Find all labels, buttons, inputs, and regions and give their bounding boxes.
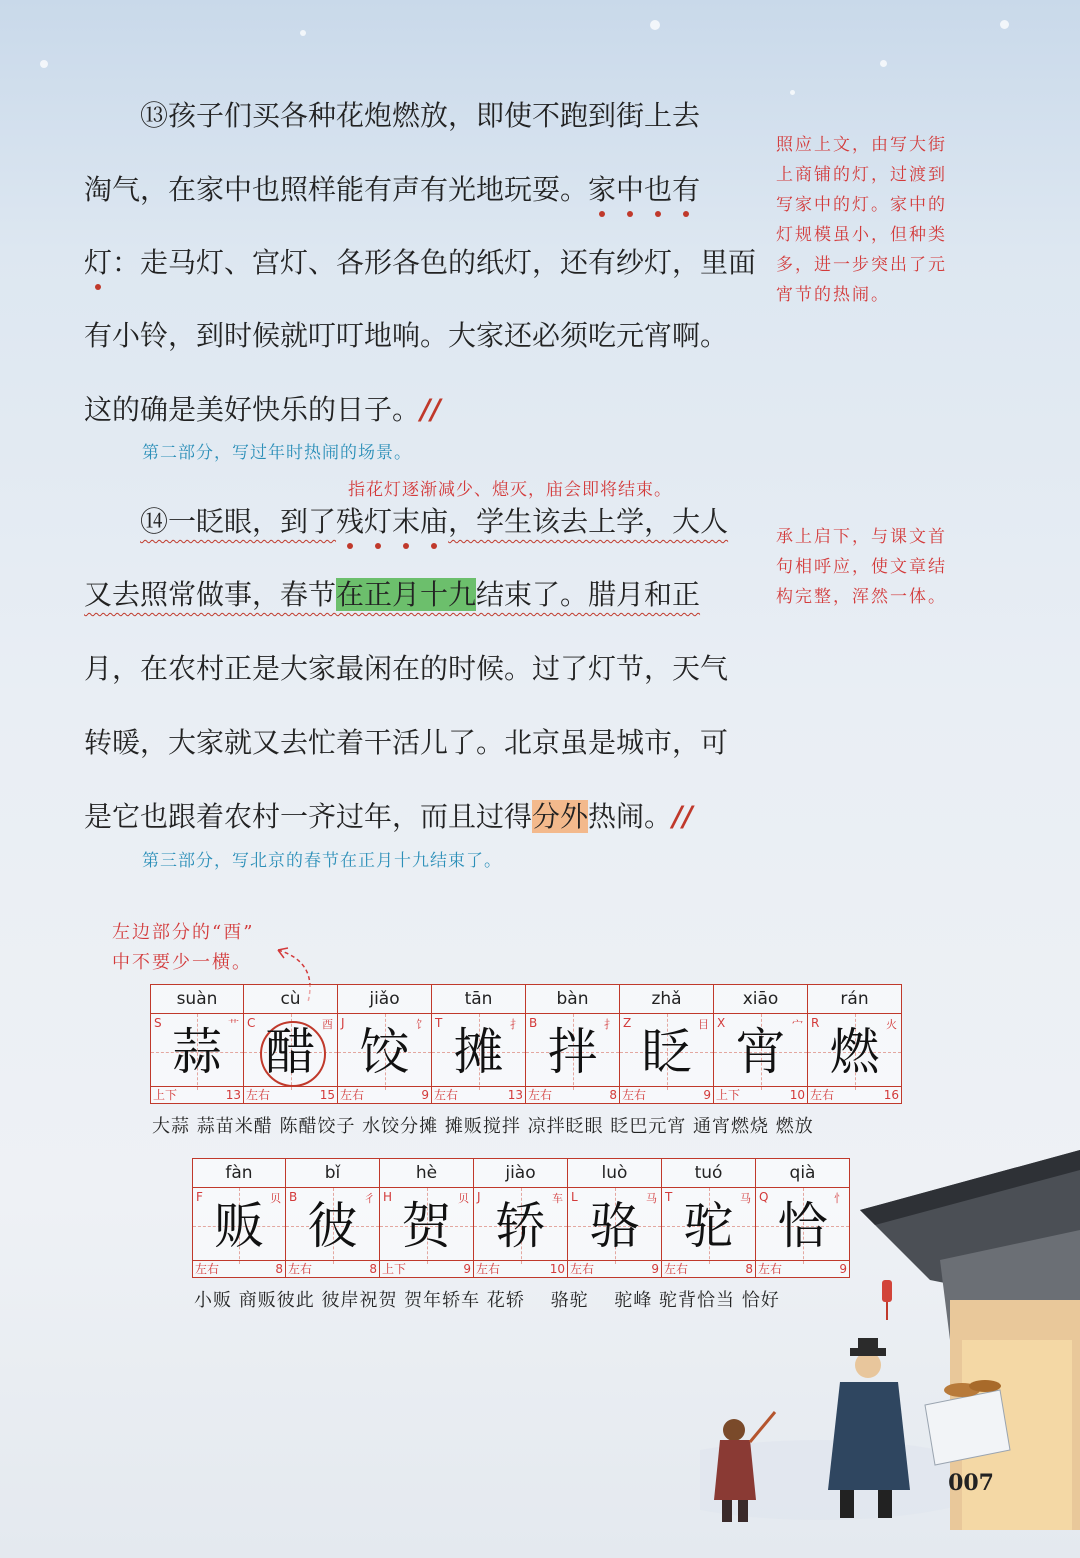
char-card: hè H 贝 贺 上下 9 <box>380 1158 474 1278</box>
section-break-mark: // <box>420 393 441 426</box>
new-chars-row-1 <box>150 984 902 1104</box>
p13-line2: 淘气，在家中也照样能有声有光地玩耍。家中也有 <box>84 173 701 206</box>
p13-line4: 有小铃，到时候就叮叮地响。大家还必须吃元宵啊。 <box>84 319 729 352</box>
writing-tip: 左边部分的“酉” 中不要少一横。 <box>112 922 255 973</box>
char-card: tān T 扌 摊 左右 13 <box>432 984 526 1104</box>
char-card: jiào J 车 轿 左右 10 <box>474 1158 568 1278</box>
char-card: jiǎo J 饣 饺 左右 9 <box>338 984 432 1104</box>
char-card: qià Q 忄 恰 左右 9 <box>756 1158 850 1278</box>
section-break-mark: // <box>672 800 693 833</box>
char-card: luò L 马 骆 左右 9 <box>568 1158 662 1278</box>
char-card: tuó T 马 驼 左右 8 <box>662 1158 756 1278</box>
char-card: xiāo X 宀 宵 上下 10 <box>714 984 808 1104</box>
p14-line1: ⑭一眨眼，到了残灯末庙，学生该去上学，大人 <box>140 505 729 538</box>
snowflake <box>880 60 887 67</box>
p14-line3: 月，在农村正是大家最闲在的时候。过了灯节，天气 <box>84 652 729 685</box>
char-card: zhǎ Z 目 眨 左右 9 <box>620 984 714 1104</box>
char-card: fàn F 贝 贩 左右 8 <box>192 1158 286 1278</box>
phrase-annotation: 指花灯逐渐减少、熄灭，庙会即将结束。 <box>348 480 672 500</box>
vocab-words-row-1: 大蒜 蒜苗米醋 陈醋饺子 水饺分摊 摊贩搅拌 凉拌眨眼 眨巴元宵 通宵燃烧 燃放 <box>152 1116 814 1137</box>
char-card: suàn S 艹 蒜 上下 13 <box>150 984 244 1104</box>
section-2-summary: 第二部分，写过年时热闹的场景。 <box>142 443 412 463</box>
p14-line4: 转暖，大家就又去忙着干活儿了。北京虽是城市，可 <box>84 726 729 759</box>
p14-line2: 又去照常做事，春节在正月十九结束了。腊月和正 <box>84 578 701 611</box>
snowflake <box>790 90 795 95</box>
p13-line5: 这的确是美好快乐的日子。// <box>84 393 441 426</box>
p14-line5: 是它也跟着农村一齐过年，而且过得分外热闹。// <box>84 800 693 833</box>
snowflake <box>1000 20 1009 29</box>
page-number: 007 <box>948 1470 994 1496</box>
char-card: rán R 火 燃 左右 16 <box>808 984 902 1104</box>
p13-line1: ⑬孩子们买各种花炮燃放，即使不跑到街上去 <box>140 99 701 132</box>
snowflake <box>40 60 48 68</box>
section-3-summary: 第三部分，写北京的春节在正月十九结束了。 <box>142 851 502 871</box>
char-card: bàn B 扌 拌 左右 8 <box>526 984 620 1104</box>
char-card: bǐ B 彳 彼 左右 8 <box>286 1158 380 1278</box>
snowflake <box>300 30 306 36</box>
annotation-note-1: 照应上文，由写大街 上商铺的灯，过渡到 写家中的灯。家中的 灯规模虽小，但种类 多，进一步突出了元 宵节的热闹。 <box>776 135 947 305</box>
p13-line3: 灯：走马灯、宫灯、各形各色的纸灯，还有纱灯，里面 <box>84 246 757 279</box>
vocab-words-row-2: 小贩 商贩彼此 彼岸祝贺 贺年轿车 花轿 骆驼 驼峰 驼背恰当 恰好 <box>194 1290 780 1311</box>
char-card: cù C 酉 醋 左右 15 <box>244 984 338 1104</box>
highlight-date: 在正月十九 <box>336 578 477 611</box>
snowflake <box>650 20 660 30</box>
annotation-note-2: 承上启下，与课文首 句相呼应，使文章结 构完整，浑然一体。 <box>776 527 947 607</box>
highlight-word: 分外 <box>532 800 589 833</box>
